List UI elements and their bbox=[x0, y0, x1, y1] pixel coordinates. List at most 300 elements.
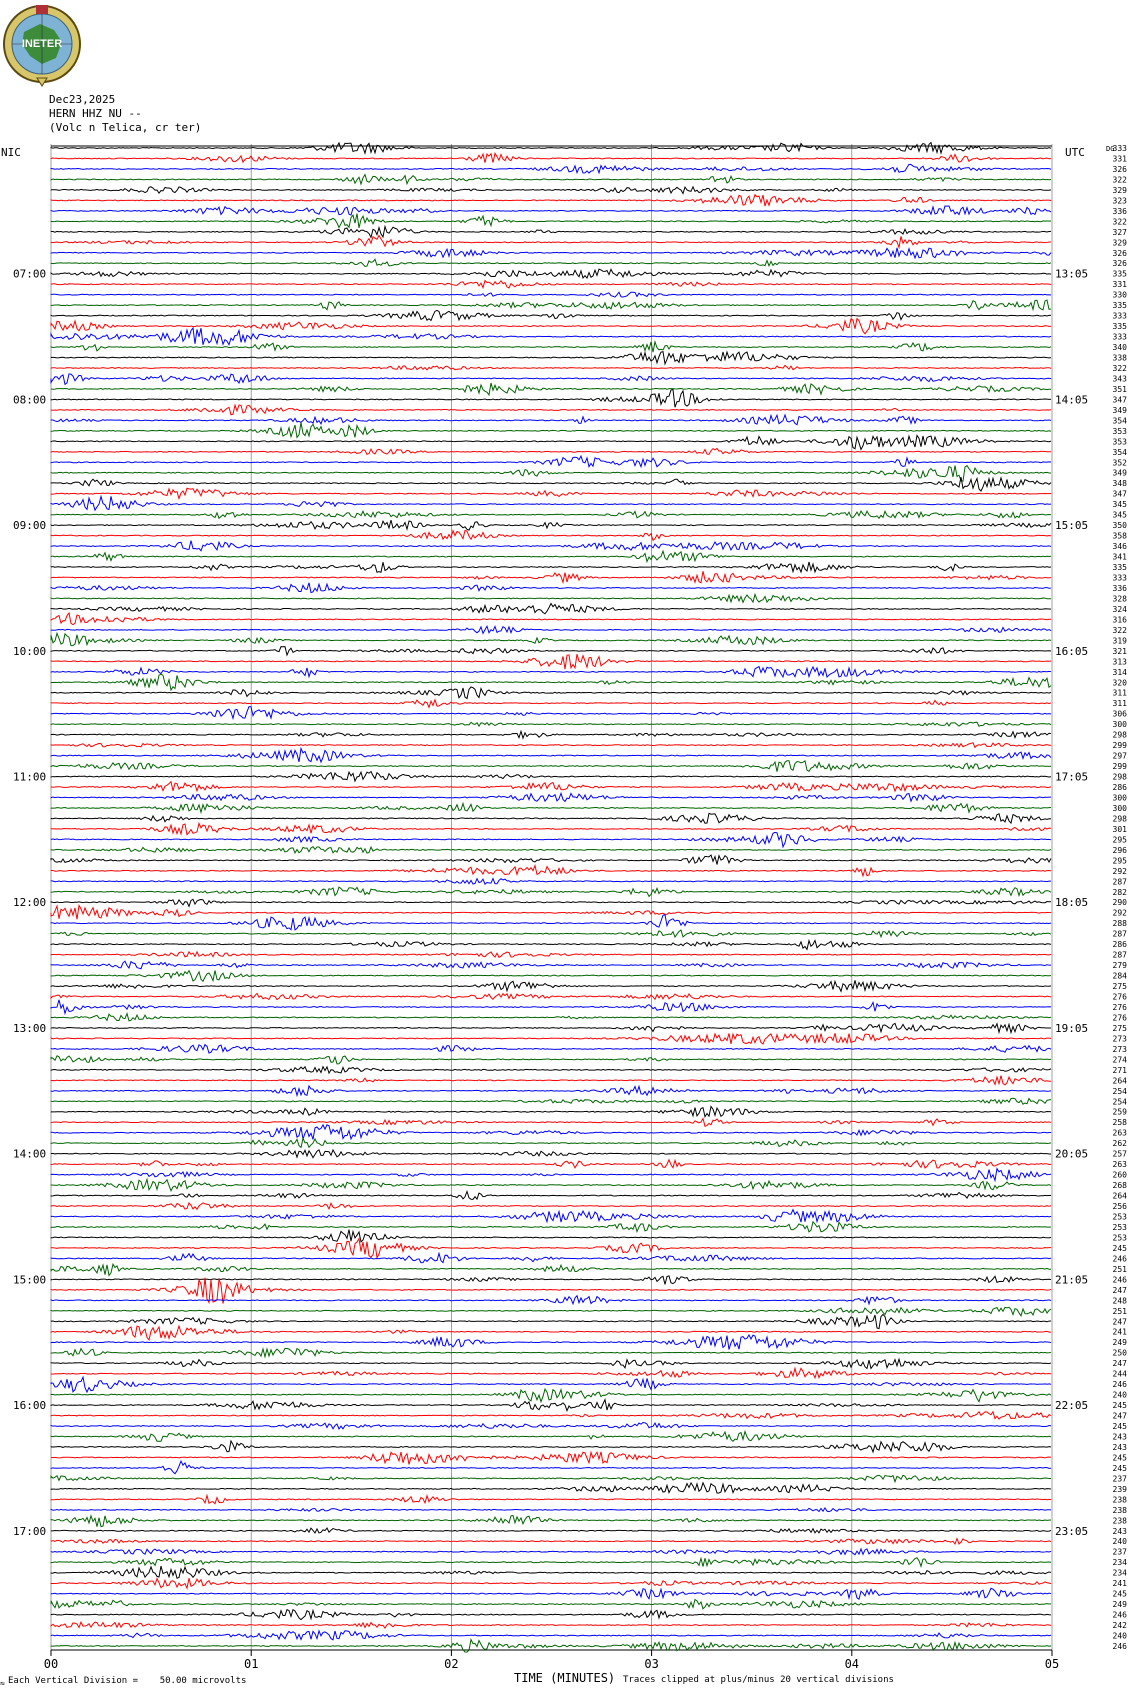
logo-text: INETER bbox=[21, 38, 63, 50]
trace-47 bbox=[51, 633, 1051, 645]
trace-value-label: 274 bbox=[1112, 1055, 1127, 1065]
trace-127 bbox=[51, 1475, 1051, 1481]
trace-value-label: 336 bbox=[1112, 583, 1127, 593]
trace-70 bbox=[51, 879, 1051, 885]
trace-value-label: 311 bbox=[1112, 699, 1127, 709]
trace-value-label: 245 bbox=[1112, 1463, 1127, 1473]
trace-value-label: 276 bbox=[1112, 992, 1127, 1002]
x-axis-title: TIME (MINUTES) bbox=[514, 1671, 616, 1685]
trace-value-label: 247 bbox=[1112, 1411, 1127, 1421]
trace-61 bbox=[51, 782, 1051, 791]
trace-value-label: 247 bbox=[1112, 1285, 1127, 1295]
trace-value-label: 306 bbox=[1112, 709, 1127, 719]
trace-91 bbox=[51, 1098, 1051, 1104]
trace-value-label: 260 bbox=[1112, 1170, 1127, 1180]
left-hour-label: 09:00 bbox=[13, 519, 47, 533]
trace-value-label: 292 bbox=[1112, 908, 1127, 918]
trace-30 bbox=[51, 456, 1051, 467]
trace-19 bbox=[51, 342, 1051, 352]
trace-117 bbox=[51, 1368, 1051, 1378]
trace-value-label: 243 bbox=[1112, 1432, 1127, 1442]
trace-60 bbox=[51, 772, 1051, 782]
station-label: HERN HHZ NU -- bbox=[49, 107, 142, 120]
trace-value-label: 326 bbox=[1112, 259, 1127, 269]
trace-18 bbox=[51, 328, 1051, 345]
trace-115 bbox=[51, 1348, 1051, 1356]
trace-92 bbox=[51, 1106, 1051, 1116]
trace-43 bbox=[51, 594, 1051, 602]
trace-value-label: 245 bbox=[1112, 1401, 1127, 1411]
trace-value-label: 275 bbox=[1112, 982, 1127, 992]
trace-value-label: 288 bbox=[1112, 919, 1127, 929]
trace-97 bbox=[51, 1160, 1051, 1168]
trace-value-label: 240 bbox=[1112, 1631, 1127, 1641]
trace-value-label: 245 bbox=[1112, 1589, 1127, 1599]
trace-value-label: 314 bbox=[1112, 667, 1127, 677]
trace-10 bbox=[51, 248, 1051, 258]
trace-value-label: 354 bbox=[1112, 416, 1127, 426]
trace-value-label: 299 bbox=[1112, 762, 1127, 772]
trace-value-label: 237 bbox=[1112, 1474, 1127, 1484]
trace-value-label: 348 bbox=[1112, 479, 1127, 489]
trace-6 bbox=[51, 206, 1051, 215]
trace-value-label: 333 bbox=[1112, 573, 1127, 583]
trace-value-label: 258 bbox=[1112, 1118, 1127, 1128]
trace-36 bbox=[51, 520, 1051, 530]
trace-value-label: 349 bbox=[1112, 468, 1127, 478]
trace-25 bbox=[51, 405, 1051, 415]
trace-value-label: 329 bbox=[1112, 238, 1127, 248]
trace-130 bbox=[51, 1508, 1051, 1512]
trace-87 bbox=[51, 1056, 1051, 1064]
trace-24 bbox=[51, 390, 1051, 408]
trace-71 bbox=[51, 887, 1051, 896]
trace-79 bbox=[51, 971, 1051, 982]
trace-value-label: 316 bbox=[1112, 615, 1127, 625]
trace-22 bbox=[51, 374, 1051, 384]
x-tick-label: 05 bbox=[1044, 1657, 1060, 1671]
trace-136 bbox=[51, 1566, 1051, 1578]
trace-93 bbox=[51, 1119, 1051, 1127]
trace-value-label: 241 bbox=[1112, 1327, 1127, 1337]
trace-value-label: 238 bbox=[1112, 1495, 1127, 1505]
trace-122 bbox=[51, 1422, 1051, 1429]
trace-value-label: 259 bbox=[1112, 1107, 1127, 1117]
trace-88 bbox=[51, 1067, 1051, 1074]
trace-value-label: 324 bbox=[1112, 604, 1127, 614]
trace-layer bbox=[51, 143, 1051, 1653]
right-hour-label: 13:05 bbox=[1055, 267, 1089, 281]
trace-value-label: 300 bbox=[1112, 803, 1127, 813]
trace-value-label: 241 bbox=[1112, 1579, 1127, 1589]
trace-142 bbox=[51, 1631, 1051, 1640]
trace-value-label: 246 bbox=[1112, 1275, 1127, 1285]
trace-value-label: 298 bbox=[1112, 772, 1127, 782]
trace-35 bbox=[51, 511, 1051, 518]
trace-value-label: 253 bbox=[1112, 1212, 1127, 1222]
trace-138 bbox=[51, 1588, 1051, 1599]
trace-120 bbox=[51, 1400, 1051, 1411]
trace-value-label: 322 bbox=[1112, 175, 1127, 185]
trace-85 bbox=[51, 1033, 1051, 1044]
trace-46 bbox=[51, 626, 1051, 633]
right-hour-label: 22:05 bbox=[1055, 1399, 1089, 1413]
trace-value-label: 335 bbox=[1112, 322, 1127, 332]
trace-value-label: 335 bbox=[1112, 563, 1127, 573]
trace-106 bbox=[51, 1253, 1051, 1262]
left-hour-label: 16:00 bbox=[13, 1399, 47, 1413]
trace-103 bbox=[51, 1222, 1051, 1232]
trace-value-label: 326 bbox=[1112, 248, 1127, 258]
trace-value-label: 333 bbox=[1112, 144, 1127, 153]
trace-77 bbox=[51, 952, 1051, 958]
trace-value-label: 246 bbox=[1112, 1380, 1127, 1390]
trace-value-label: 335 bbox=[1112, 301, 1127, 311]
trace-78 bbox=[51, 961, 1051, 969]
scale-glyph: ≈ bbox=[0, 1679, 5, 1688]
trace-34 bbox=[51, 496, 1051, 510]
trace-value-label: 301 bbox=[1112, 824, 1127, 834]
trace-135 bbox=[51, 1558, 1051, 1567]
trace-89 bbox=[51, 1076, 1051, 1085]
trace-value-label: 341 bbox=[1112, 552, 1127, 562]
trace-value-label: 279 bbox=[1112, 961, 1127, 971]
trace-value-label: 338 bbox=[1112, 353, 1127, 363]
right-hour-label: 20:05 bbox=[1055, 1147, 1089, 1161]
trace-128 bbox=[51, 1483, 1051, 1493]
trace-3 bbox=[51, 175, 1051, 184]
trace-133 bbox=[51, 1539, 1051, 1544]
right-hour-label: 23:05 bbox=[1055, 1524, 1089, 1538]
trace-value-label: 246 bbox=[1112, 1610, 1127, 1620]
trace-value-label: 330 bbox=[1112, 290, 1127, 300]
left-hour-label: 10:00 bbox=[13, 644, 47, 658]
trace-value-label: 311 bbox=[1112, 688, 1127, 698]
trace-value-label: 237 bbox=[1112, 1547, 1127, 1557]
trace-102 bbox=[51, 1210, 1051, 1222]
trace-value-label: 295 bbox=[1112, 856, 1127, 866]
x-tick-label: 04 bbox=[844, 1657, 860, 1671]
label-layer bbox=[1, 144, 1127, 1671]
trace-value-label: 327 bbox=[1112, 227, 1127, 237]
trace-value-label: 347 bbox=[1112, 395, 1127, 405]
trace-101 bbox=[51, 1203, 1051, 1209]
trace-value-label: 257 bbox=[1112, 1149, 1127, 1159]
trace-value-label: 350 bbox=[1112, 521, 1127, 531]
trace-value-label: 271 bbox=[1112, 1065, 1127, 1075]
trace-52 bbox=[51, 687, 1051, 699]
trace-137 bbox=[51, 1578, 1051, 1588]
value-column-header: DG bbox=[1106, 145, 1115, 153]
trace-value-label: 300 bbox=[1112, 793, 1127, 803]
trace-value-label: 331 bbox=[1112, 280, 1127, 290]
trace-value-label: 243 bbox=[1112, 1526, 1127, 1536]
trace-23 bbox=[51, 383, 1051, 395]
trace-13 bbox=[51, 281, 1051, 288]
trace-value-label: 251 bbox=[1112, 1306, 1127, 1316]
trace-132 bbox=[51, 1528, 1051, 1533]
trace-0 bbox=[51, 143, 1051, 154]
trace-value-label: 333 bbox=[1112, 311, 1127, 321]
trace-value-label: 326 bbox=[1112, 164, 1127, 174]
trace-value-label: 329 bbox=[1112, 185, 1127, 195]
trace-value-label: 284 bbox=[1112, 971, 1127, 981]
trace-value-label: 234 bbox=[1112, 1568, 1127, 1578]
trace-value-label: 256 bbox=[1112, 1202, 1127, 1212]
left-hour-label: 15:00 bbox=[13, 1273, 47, 1287]
trace-value-label: 343 bbox=[1112, 374, 1127, 384]
trace-27 bbox=[51, 423, 1051, 438]
trace-49 bbox=[51, 654, 1051, 669]
trace-value-label: 273 bbox=[1112, 1044, 1127, 1054]
trace-value-label: 296 bbox=[1112, 845, 1127, 855]
trace-value-label: 292 bbox=[1112, 866, 1127, 876]
trace-value-label: 297 bbox=[1112, 751, 1127, 761]
trace-51 bbox=[51, 674, 1051, 690]
trace-39 bbox=[51, 551, 1051, 561]
trace-value-label: 358 bbox=[1112, 531, 1127, 541]
trace-value-label: 238 bbox=[1112, 1516, 1127, 1526]
trace-4 bbox=[51, 187, 1051, 194]
trace-value-label: 245 bbox=[1112, 1243, 1127, 1253]
trace-105 bbox=[51, 1239, 1051, 1258]
trace-75 bbox=[51, 930, 1051, 937]
trace-73 bbox=[51, 905, 1051, 919]
trace-value-label: 295 bbox=[1112, 835, 1127, 845]
trace-16 bbox=[51, 310, 1051, 320]
trace-value-label: 353 bbox=[1112, 437, 1127, 447]
trace-value-label: 254 bbox=[1112, 1097, 1127, 1107]
trace-111 bbox=[51, 1307, 1051, 1316]
trace-32 bbox=[51, 477, 1051, 491]
trace-value-label: 234 bbox=[1112, 1558, 1127, 1568]
trace-value-label: 298 bbox=[1112, 730, 1127, 740]
trace-119 bbox=[51, 1389, 1051, 1402]
trace-116 bbox=[51, 1359, 1051, 1368]
trace-value-label: 245 bbox=[1112, 1422, 1127, 1432]
trace-31 bbox=[51, 466, 1051, 482]
trace-value-label: 322 bbox=[1112, 625, 1127, 635]
trace-value-label: 276 bbox=[1112, 1013, 1127, 1023]
trace-value-label: 345 bbox=[1112, 500, 1127, 510]
trace-value-label: 351 bbox=[1112, 384, 1127, 394]
trace-124 bbox=[51, 1441, 1051, 1452]
trace-99 bbox=[51, 1179, 1051, 1190]
trace-134 bbox=[51, 1549, 1051, 1555]
trace-value-label: 300 bbox=[1112, 720, 1127, 730]
trace-value-label: 347 bbox=[1112, 489, 1127, 499]
trace-value-label: 299 bbox=[1112, 741, 1127, 751]
trace-110 bbox=[51, 1296, 1051, 1304]
trace-value-label: 328 bbox=[1112, 594, 1127, 604]
trace-84 bbox=[51, 1023, 1051, 1032]
trace-95 bbox=[51, 1138, 1051, 1147]
trace-80 bbox=[51, 980, 1051, 991]
trace-value-label: 287 bbox=[1112, 877, 1127, 887]
trace-value-label: 243 bbox=[1112, 1442, 1127, 1452]
left-hour-label: 14:00 bbox=[13, 1147, 47, 1161]
trace-value-label: 320 bbox=[1112, 678, 1127, 688]
trace-94 bbox=[51, 1125, 1051, 1140]
trace-value-label: 282 bbox=[1112, 887, 1127, 897]
location-label: (Volc n Telica, cr ter) bbox=[49, 121, 202, 134]
trace-12 bbox=[51, 269, 1051, 278]
trace-90 bbox=[51, 1086, 1051, 1096]
trace-96 bbox=[51, 1150, 1051, 1158]
trace-62 bbox=[51, 793, 1051, 801]
trace-value-label: 298 bbox=[1112, 814, 1127, 824]
trace-58 bbox=[51, 749, 1051, 763]
trace-value-label: 333 bbox=[1112, 332, 1127, 342]
trace-value-label: 246 bbox=[1112, 1642, 1127, 1651]
trace-57 bbox=[51, 743, 1051, 748]
trace-8 bbox=[51, 227, 1051, 238]
trace-value-label: 322 bbox=[1112, 363, 1127, 373]
trace-56 bbox=[51, 731, 1051, 738]
right-hour-label: 19:05 bbox=[1055, 1021, 1089, 1035]
trace-value-label: 249 bbox=[1112, 1338, 1127, 1348]
trace-value-label: 287 bbox=[1112, 950, 1127, 960]
trace-74 bbox=[51, 915, 1051, 930]
trace-131 bbox=[51, 1516, 1051, 1527]
trace-value-label: 248 bbox=[1112, 1296, 1127, 1306]
trace-76 bbox=[51, 940, 1051, 949]
trace-value-label: 253 bbox=[1112, 1222, 1127, 1232]
right-hour-label: 21:05 bbox=[1055, 1273, 1089, 1287]
trace-114 bbox=[51, 1335, 1051, 1350]
trace-value-label: 275 bbox=[1112, 1023, 1127, 1033]
trace-45 bbox=[51, 613, 1051, 625]
trace-118 bbox=[51, 1377, 1051, 1392]
trace-59 bbox=[51, 761, 1051, 772]
trace-55 bbox=[51, 722, 1051, 726]
trace-value-label: 353 bbox=[1112, 426, 1127, 436]
trace-40 bbox=[51, 562, 1051, 572]
trace-113 bbox=[51, 1326, 1051, 1340]
trace-50 bbox=[51, 667, 1051, 677]
trace-63 bbox=[51, 803, 1051, 812]
left-hour-label: 12:00 bbox=[13, 896, 47, 910]
right-hour-label: 14:05 bbox=[1055, 393, 1089, 407]
x-tick-label: 02 bbox=[444, 1657, 459, 1671]
trace-value-label: 240 bbox=[1112, 1390, 1127, 1400]
trace-140 bbox=[51, 1610, 1051, 1620]
trace-48 bbox=[51, 647, 1051, 655]
trace-value-label: 247 bbox=[1112, 1359, 1127, 1369]
trace-value-label: 354 bbox=[1112, 447, 1127, 457]
trace-value-label: 268 bbox=[1112, 1181, 1127, 1191]
trace-107 bbox=[51, 1264, 1051, 1275]
trace-value-label: 242 bbox=[1112, 1621, 1127, 1631]
trace-33 bbox=[51, 488, 1051, 498]
trace-value-label: 322 bbox=[1112, 217, 1127, 227]
trace-86 bbox=[51, 1045, 1051, 1053]
trace-68 bbox=[51, 855, 1051, 865]
trace-26 bbox=[51, 415, 1051, 425]
trace-125 bbox=[51, 1452, 1051, 1465]
trace-20 bbox=[51, 352, 1051, 364]
trace-value-label: 273 bbox=[1112, 1034, 1127, 1044]
trace-37 bbox=[51, 531, 1051, 541]
trace-100 bbox=[51, 1192, 1051, 1200]
trace-112 bbox=[51, 1314, 1051, 1328]
trace-value-label: 254 bbox=[1112, 1086, 1127, 1096]
trace-value-label: 349 bbox=[1112, 405, 1127, 415]
date-label: Dec23,2025 bbox=[49, 93, 116, 106]
trace-value-label: 345 bbox=[1112, 510, 1127, 520]
trace-14 bbox=[51, 292, 1051, 297]
trace-value-label: 340 bbox=[1112, 343, 1127, 353]
left-hour-label: 13:00 bbox=[13, 1021, 47, 1035]
trace-value-label: 335 bbox=[1112, 269, 1127, 279]
trace-129 bbox=[51, 1495, 1051, 1503]
trace-65 bbox=[51, 823, 1051, 834]
trace-value-label: 323 bbox=[1112, 196, 1127, 206]
trace-104 bbox=[51, 1230, 1051, 1242]
trace-1 bbox=[51, 153, 1051, 162]
trace-82 bbox=[51, 1000, 1051, 1014]
trace-29 bbox=[51, 448, 1051, 454]
x-tick-label: 01 bbox=[243, 1657, 259, 1671]
right-hour-label: 15:05 bbox=[1055, 519, 1089, 533]
trace-value-label: 336 bbox=[1112, 206, 1127, 216]
trace-value-label: 286 bbox=[1112, 783, 1127, 793]
trace-2 bbox=[51, 164, 1051, 173]
trace-value-label: 246 bbox=[1112, 1254, 1127, 1264]
trace-109 bbox=[51, 1278, 1051, 1304]
trace-value-label: 286 bbox=[1112, 940, 1127, 950]
trace-value-label: 264 bbox=[1112, 1076, 1127, 1086]
trace-21 bbox=[51, 365, 1051, 369]
right-timezone-label: UTC bbox=[1065, 146, 1085, 159]
trace-value-label: 313 bbox=[1112, 657, 1127, 667]
trace-38 bbox=[51, 541, 1051, 551]
trace-value-label: 238 bbox=[1112, 1505, 1127, 1515]
trace-42 bbox=[51, 583, 1051, 593]
trace-value-label: 250 bbox=[1112, 1348, 1127, 1358]
trace-value-label: 251 bbox=[1112, 1264, 1127, 1274]
trace-126 bbox=[51, 1461, 1051, 1474]
trace-11 bbox=[51, 259, 1051, 266]
trace-value-label: 346 bbox=[1112, 542, 1127, 552]
trace-value-label: 253 bbox=[1112, 1233, 1127, 1243]
trace-98 bbox=[51, 1169, 1051, 1181]
trace-41 bbox=[51, 571, 1051, 582]
x-tick-label: 03 bbox=[644, 1657, 659, 1671]
left-hour-label: 11:00 bbox=[13, 770, 47, 784]
trace-54 bbox=[51, 707, 1051, 719]
trace-value-label: 331 bbox=[1112, 154, 1127, 164]
trace-7 bbox=[51, 214, 1051, 228]
left-hour-label: 08:00 bbox=[13, 393, 47, 407]
trace-141 bbox=[51, 1622, 1051, 1628]
trace-value-label: 276 bbox=[1112, 1002, 1127, 1012]
right-hour-label: 16:05 bbox=[1055, 644, 1089, 658]
x-tick-label: 00 bbox=[43, 1657, 59, 1671]
trace-5 bbox=[51, 195, 1051, 206]
trace-139 bbox=[51, 1600, 1051, 1609]
trace-9 bbox=[51, 235, 1051, 247]
scale-note: Each Vertical Division = 50.00 microvolts bbox=[8, 1676, 247, 1686]
trace-value-label: 290 bbox=[1112, 898, 1127, 908]
trace-value-label: 319 bbox=[1112, 636, 1127, 646]
trace-value-label: 240 bbox=[1112, 1537, 1127, 1547]
trace-64 bbox=[51, 813, 1051, 823]
trace-value-label: 352 bbox=[1112, 458, 1127, 468]
trace-66 bbox=[51, 832, 1051, 847]
trace-value-label: 262 bbox=[1112, 1139, 1127, 1149]
trace-value-label: 263 bbox=[1112, 1128, 1127, 1138]
